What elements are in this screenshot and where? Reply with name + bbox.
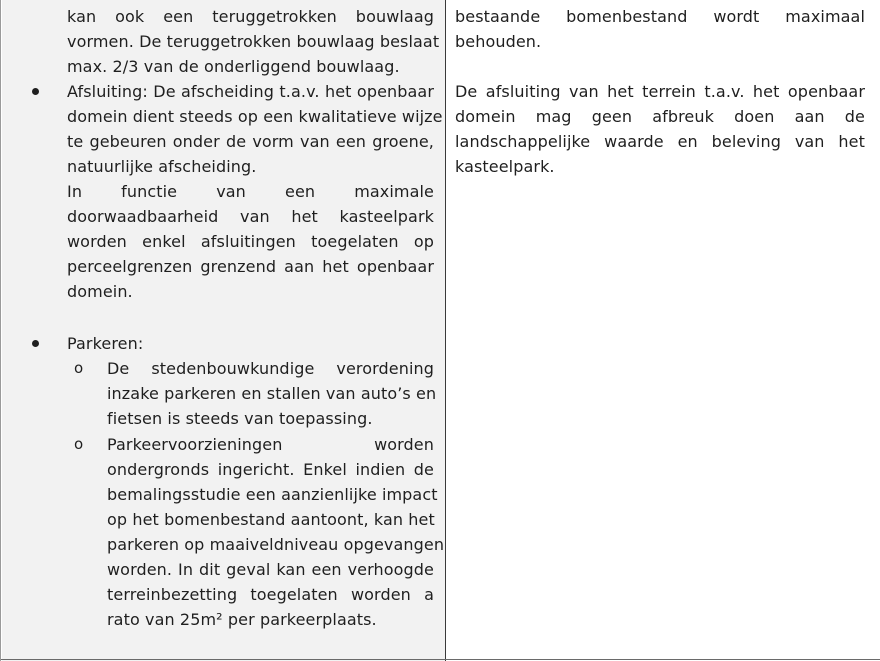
text-line: De afsluiting van het terrein t.a.v. het openbaar (455, 82, 865, 101)
parkeren-heading: Parkeren: (67, 334, 144, 353)
text-line: kan ook een teruggetrokken bouwlaag (67, 7, 434, 26)
text-line: bemalingsstudie een aanzienlijke impact (107, 485, 438, 504)
text-line: vormen. De teruggetrokken bouwlaag beslaat (67, 32, 440, 51)
text-line: fietsen is steeds van toepassing. (107, 409, 373, 428)
text-line: doorwaadbaarheid van het kasteelpark (67, 207, 434, 226)
text-line: op het bomenbestand aantoont, kan het (107, 510, 435, 529)
text-line: De stedenbouwkundige verordening (107, 359, 434, 378)
circle-bullet-icon: o (74, 435, 84, 453)
text-line: landschappelijke waarde en beleving van het (455, 132, 865, 151)
text-line: perceelgrenzen grenzend aan het openbaar (67, 257, 434, 276)
text-line: kasteelpark. (455, 157, 555, 176)
text-line: te gebeuren onder de vorm van een groene, (67, 132, 434, 151)
text-line: max. 2/3 van de onderliggend bouwlaag. (67, 57, 400, 76)
text-line: worden enkel afsluitingen toegelaten op (67, 232, 434, 251)
table-bottom-border (1, 659, 880, 660)
text-line: terreinbezetting toegelaten worden a (107, 585, 434, 604)
text-line: domein mag geen afbreuk doen aan de (455, 107, 865, 126)
text-line: rato van 25m² per parkeerplaats. (107, 610, 377, 629)
text-line: Afsluiting: De afscheiding t.a.v. het openbaar (67, 82, 434, 101)
text-line: ondergronds ingericht. Enkel indien de (107, 460, 434, 479)
bullet-icon (32, 331, 42, 341)
text-line: behouden. (455, 32, 542, 51)
circle-bullet-icon: o (74, 359, 84, 377)
text-line: Parkeervoorzieningen worden (107, 435, 434, 454)
text-line: natuurlijke afscheiding. (67, 157, 257, 176)
bullet-icon (32, 79, 42, 89)
text-line: domein dient steeds op een kwalitatieve wijze (67, 107, 443, 126)
text-line: In functie van een maximale (67, 182, 434, 201)
text-line: parkeren op maaiveldniveau opgevangen (107, 535, 445, 554)
text-line: worden. In dit geval kan een verhoogde (107, 560, 434, 579)
text-line: bestaande bomenbestand wordt maximaal (455, 7, 865, 26)
text-line: domein. (67, 282, 133, 301)
text-line: inzake parkeren en stallen van auto’s en (107, 384, 437, 403)
